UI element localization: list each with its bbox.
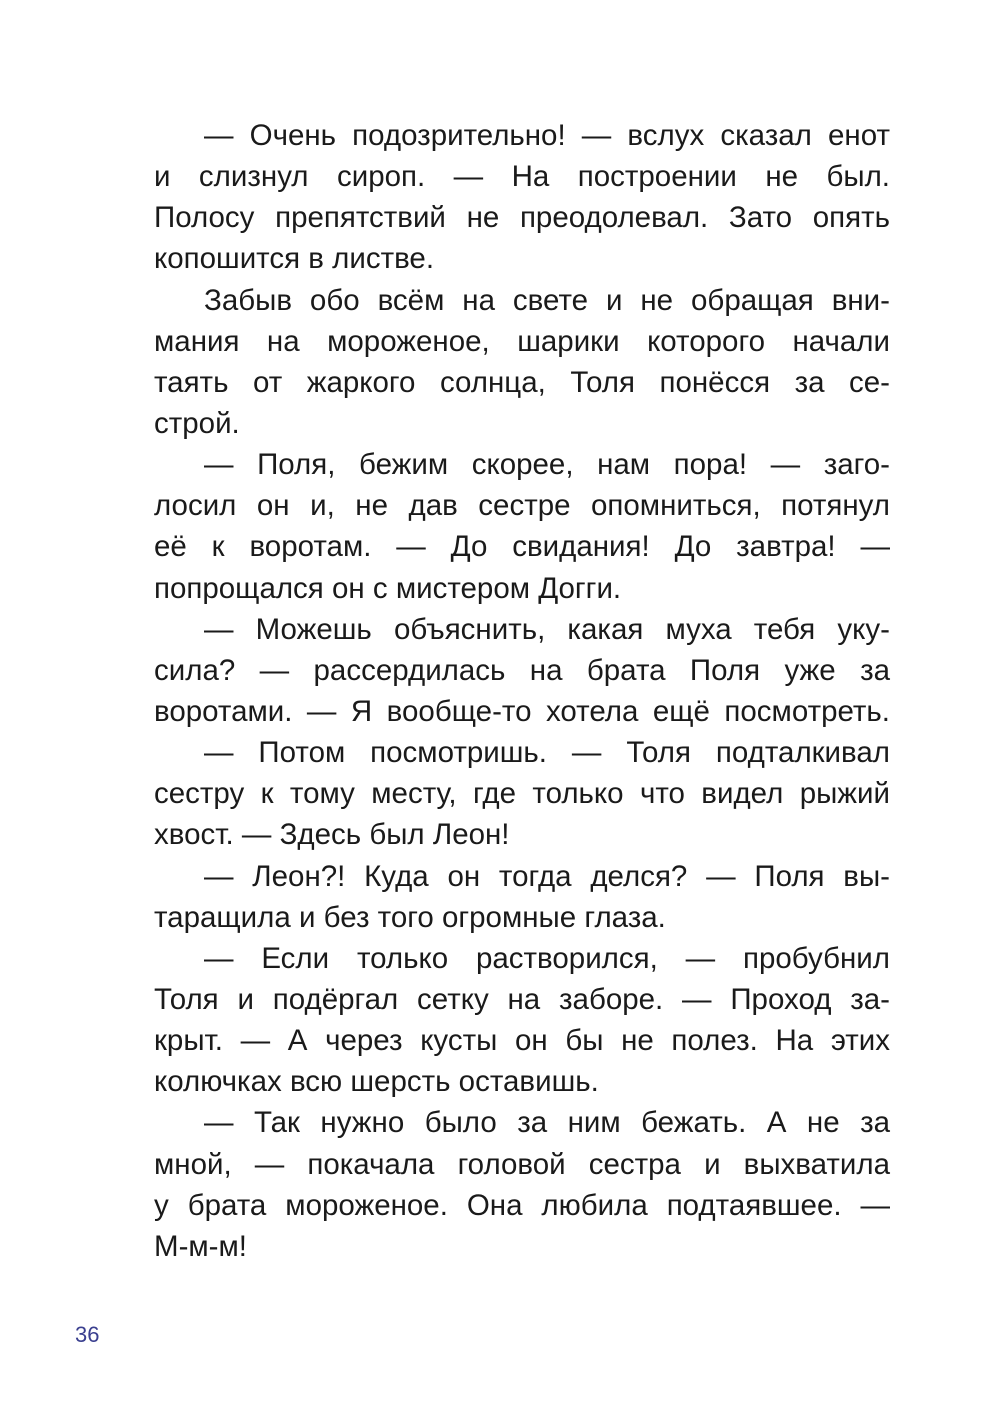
text-line: колючках всю шерсть оставишь. (154, 1065, 599, 1099)
text-line: у брата мороженое. Она любила подтаявшее. — (154, 1188, 890, 1222)
text-line: строй. (154, 406, 240, 440)
text-line: крыт. — А через кусты он бы не полез. На этих (154, 1024, 890, 1058)
paragraph (154, 1102, 890, 1267)
page-number: 36 (75, 1322, 100, 1347)
text-line: Толя и подёргал сетку на заборе. — Проход за- (154, 982, 890, 1016)
paragraph (154, 732, 890, 855)
text-line: хвост. — Здесь был Леон! (154, 818, 510, 852)
text-line: мания на мороженое, шарики которого начали (154, 324, 890, 358)
text-line: сила? — рассердилась на брата Поля уже за (154, 653, 890, 687)
text-line: её к воротам. — До свидания! До завтра! — (154, 530, 890, 564)
text-line: М-м-м! (154, 1229, 247, 1263)
text-line: — Поля, бежим скорее, нам пора! — заго- (204, 448, 890, 482)
text-line: попрощался он с мистером Догги. (154, 571, 622, 605)
text-line: — Леон?! Куда он тогда делся? — Поля вы- (204, 859, 890, 893)
text-line: Полосу препятствий не преодолевал. Зато опять (154, 201, 890, 235)
paragraph (154, 280, 890, 445)
text-line: мной, — покачала головой сестра и выхватила (154, 1147, 890, 1181)
text-line: — Потом посмотришь. — Толя подталкивал (204, 736, 890, 770)
text-line: копошится в листве. (154, 242, 435, 276)
paragraph (154, 938, 890, 1103)
text-line: — Очень подозрительно! — вслух сказал енот (204, 119, 890, 152)
text-line: и слизнул сироп. — На построении не был. (154, 160, 890, 194)
paragraph (154, 444, 890, 609)
text-line: сестру к тому месту, где только что видел рыжий (154, 777, 890, 811)
text-line: таять от жаркого солнца, Толя понёсся за се- (154, 365, 890, 399)
text-line: — Так нужно было за ним бежать. А не за (204, 1106, 890, 1140)
text-line: таращила и без того огромные глаза. (154, 900, 666, 934)
text-line: лосил он и, не дав сестре опомниться, потянул (154, 489, 890, 523)
page-text (154, 115, 890, 1267)
text-line: — Если только растворился, — пробубнил (204, 941, 890, 975)
paragraph (154, 856, 890, 938)
text-line: воротами. — Я вообще-то хотела ещё посмотреть. (154, 694, 890, 728)
paragraph (154, 609, 890, 732)
text-line: — Можешь объяснить, какая муха тебя уку- (204, 612, 890, 646)
paragraph (154, 115, 890, 280)
text-line: Забыв обо всём на свете и не обращая вни- (204, 283, 890, 317)
